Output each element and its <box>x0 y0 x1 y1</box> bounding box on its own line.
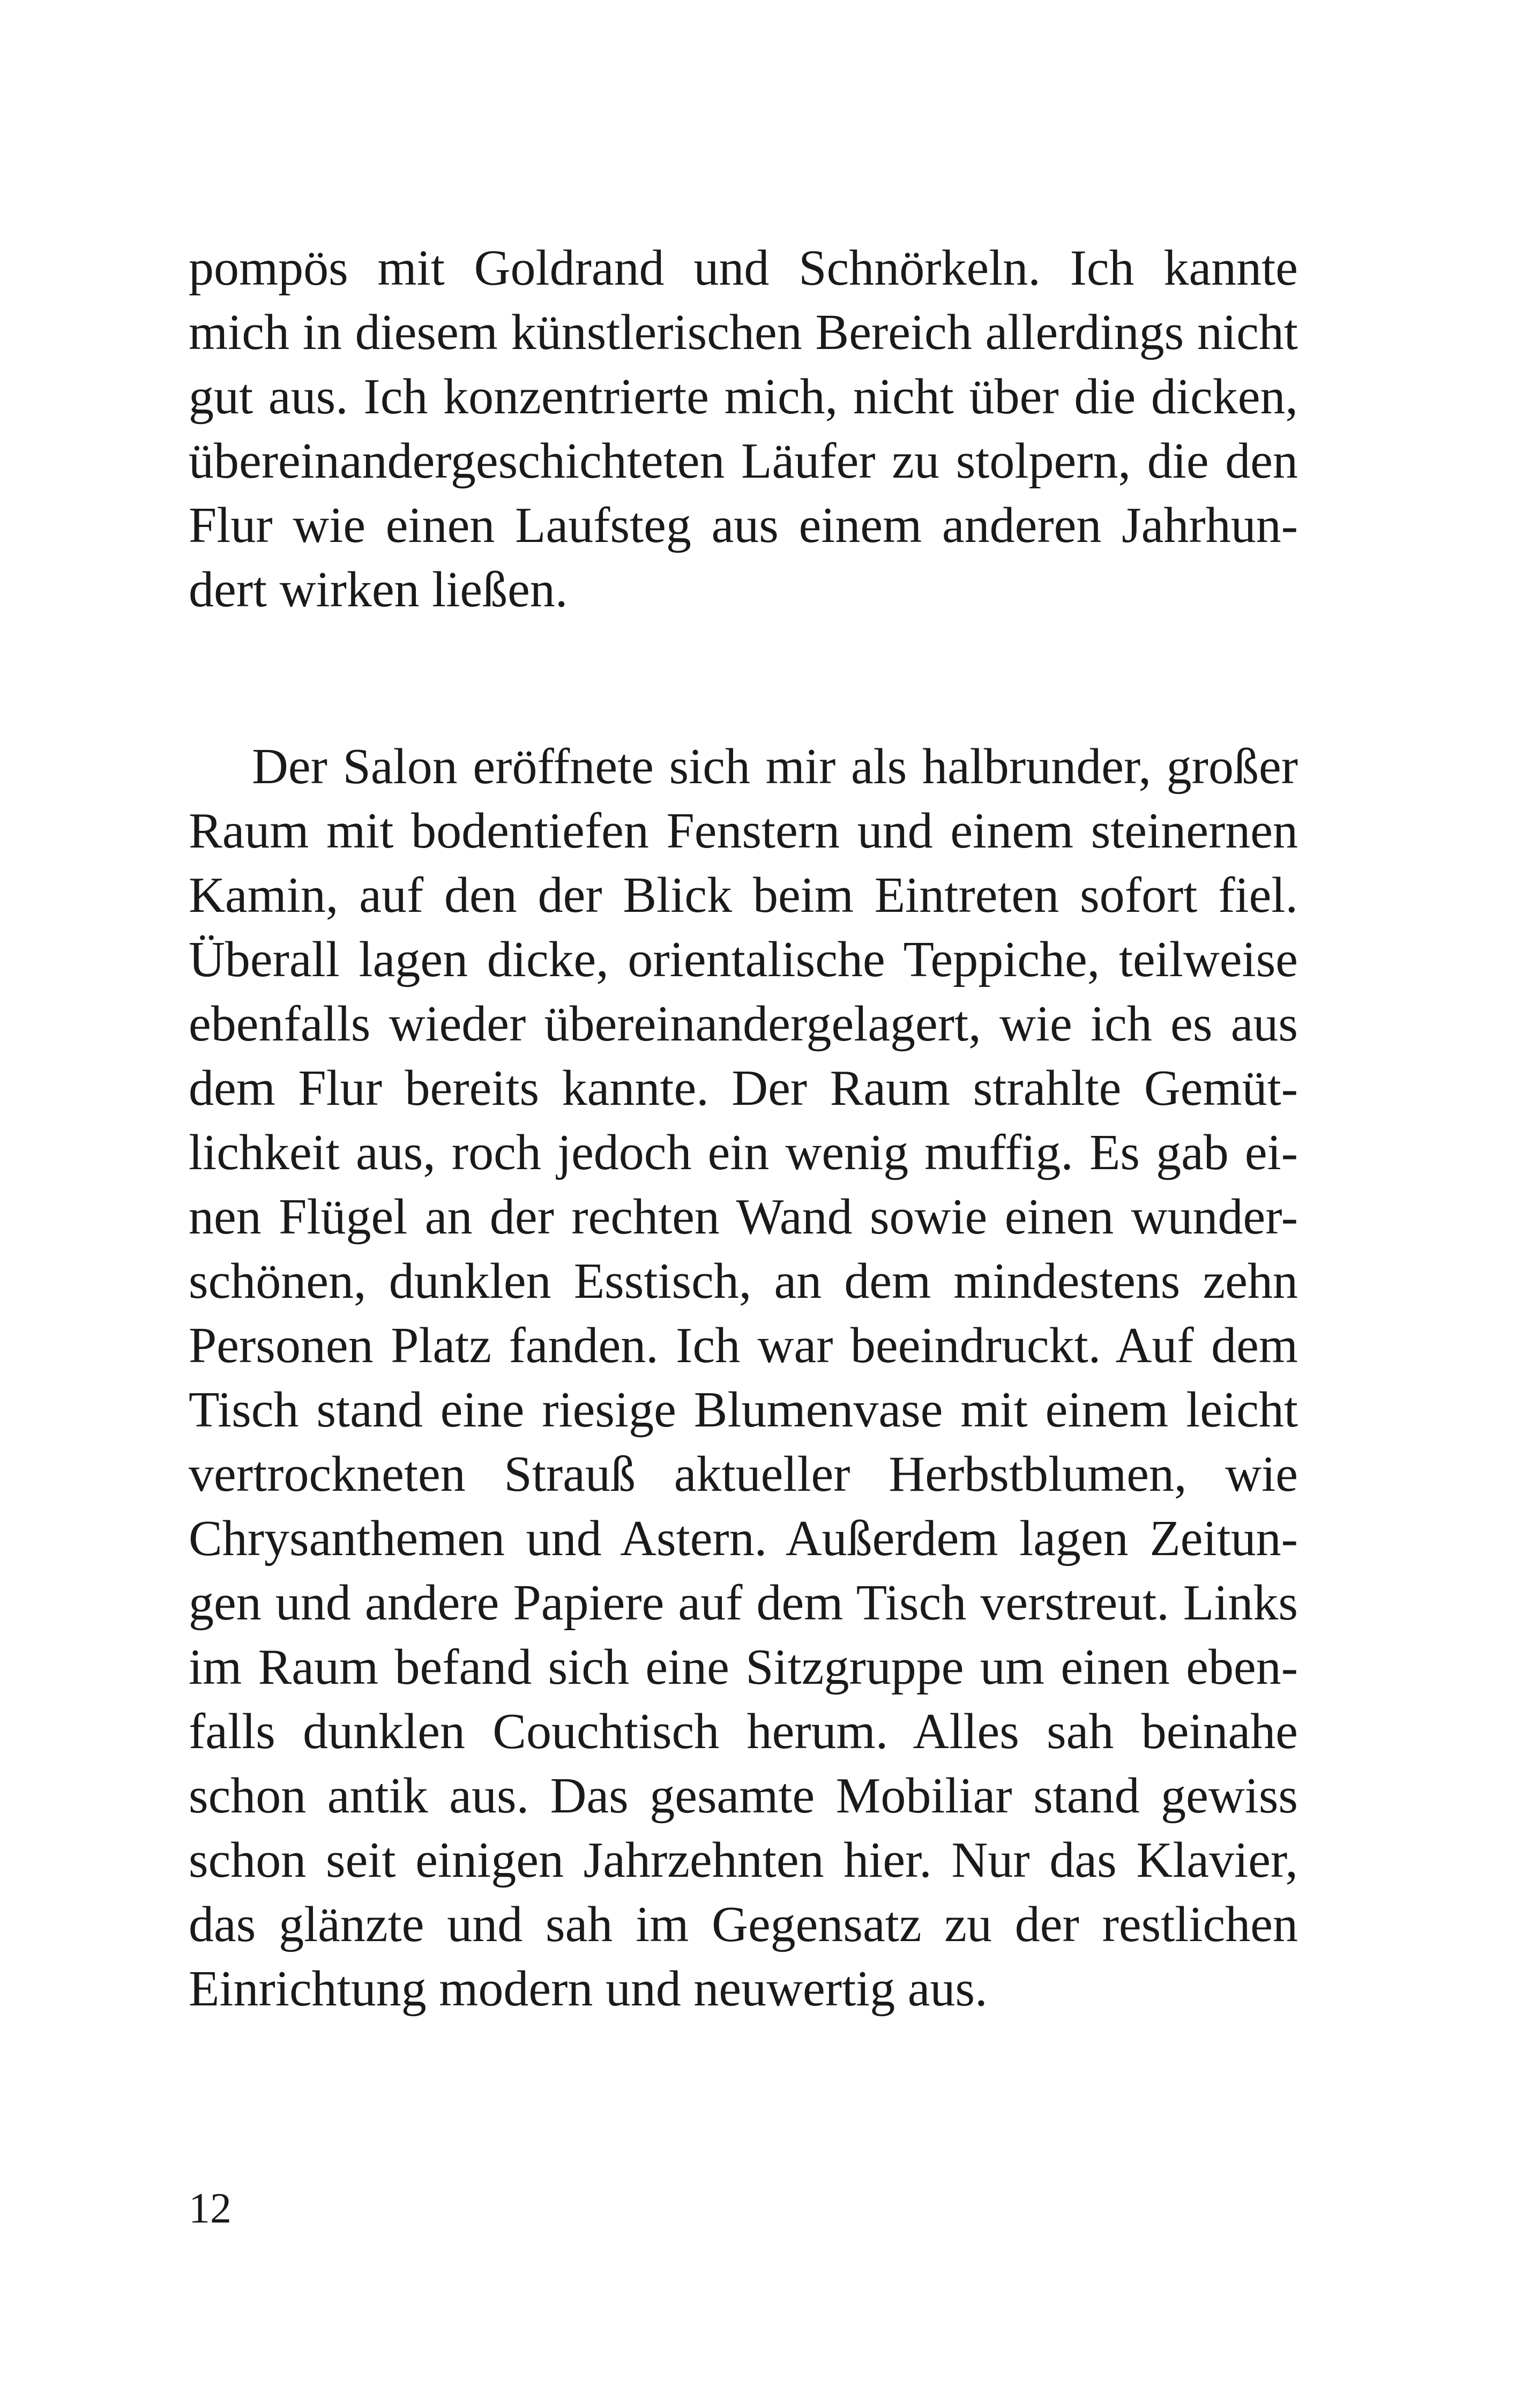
text-line: schon antik aus. Das gesamte Mobiliar stand gewiss <box>189 1768 1298 1824</box>
text-line: mich in diesem künstlerischen Bereich allerdings nicht <box>189 304 1298 360</box>
text-line: dert wirken ließen. <box>189 562 568 618</box>
text-line: Raum mit bodentiefen Fenstern und einem steinernen <box>189 803 1298 859</box>
text-line: Einrichtung modern und neuwertig aus. <box>189 1961 988 2017</box>
text-line: ebenfalls wieder übereinandergelagert, wie ich es aus <box>189 996 1298 1052</box>
text-line: nen Flügel an der rechten Wand sowie einen wunder- <box>189 1189 1298 1245</box>
text-line: Überall lagen dicke, orientalische Teppiche, teilweise <box>189 932 1298 987</box>
text-line: schönen, dunklen Esstisch, an dem mindestens zehn <box>189 1253 1298 1309</box>
page-number: 12 <box>189 2185 232 2232</box>
text-line: schon seit einigen Jahrzehnten hier. Nur das Klavier, <box>189 1832 1298 1888</box>
text-line: gen und andere Papiere auf dem Tisch verstreut. Links <box>189 1575 1298 1631</box>
text-line: Chrysanthemen und Astern. Außerdem lagen Zeitun- <box>189 1511 1298 1566</box>
text-line: Flur wie einen Laufsteg aus einem anderen Jahrhun- <box>189 497 1298 553</box>
text-line: übereinandergeschichteten Läufer zu stolpern, die den <box>189 433 1298 489</box>
text-line: Kamin, auf den der Blick beim Eintreten sofort fiel. <box>189 867 1298 923</box>
text-line: falls dunklen Couchtisch herum. Alles sah beinahe <box>189 1704 1298 1759</box>
paragraph-1 <box>189 236 1298 622</box>
text-line: dem Flur bereits kannte. Der Raum strahlte Gemüt- <box>189 1060 1298 1116</box>
text-line: vertrockneten Strauß aktueller Herbstblumen, wie <box>189 1446 1298 1502</box>
text-line: im Raum befand sich eine Sitzgruppe um einen eben- <box>189 1639 1298 1695</box>
text-line: pompös mit Goldrand und Schnörkeln. Ich kannte <box>189 240 1298 296</box>
text-line: das glänzte und sah im Gegensatz zu der restlichen <box>189 1897 1298 1952</box>
text-line: gut aus. Ich konzentrierte mich, nicht über die dicken, <box>189 369 1298 425</box>
text-line: lichkeit aus, roch jedoch ein wenig muffig. Es gab ei- <box>189 1125 1298 1180</box>
text-line: Personen Platz fanden. Ich war beeindruckt. Auf dem <box>189 1318 1298 1373</box>
paragraph-2 <box>189 734 1298 2021</box>
text-line: Tisch stand eine riesige Blumenvase mit einem leicht <box>189 1382 1298 1438</box>
text-line: Der Salon eröffnete sich mir als halbrunder, großer <box>252 739 1298 794</box>
